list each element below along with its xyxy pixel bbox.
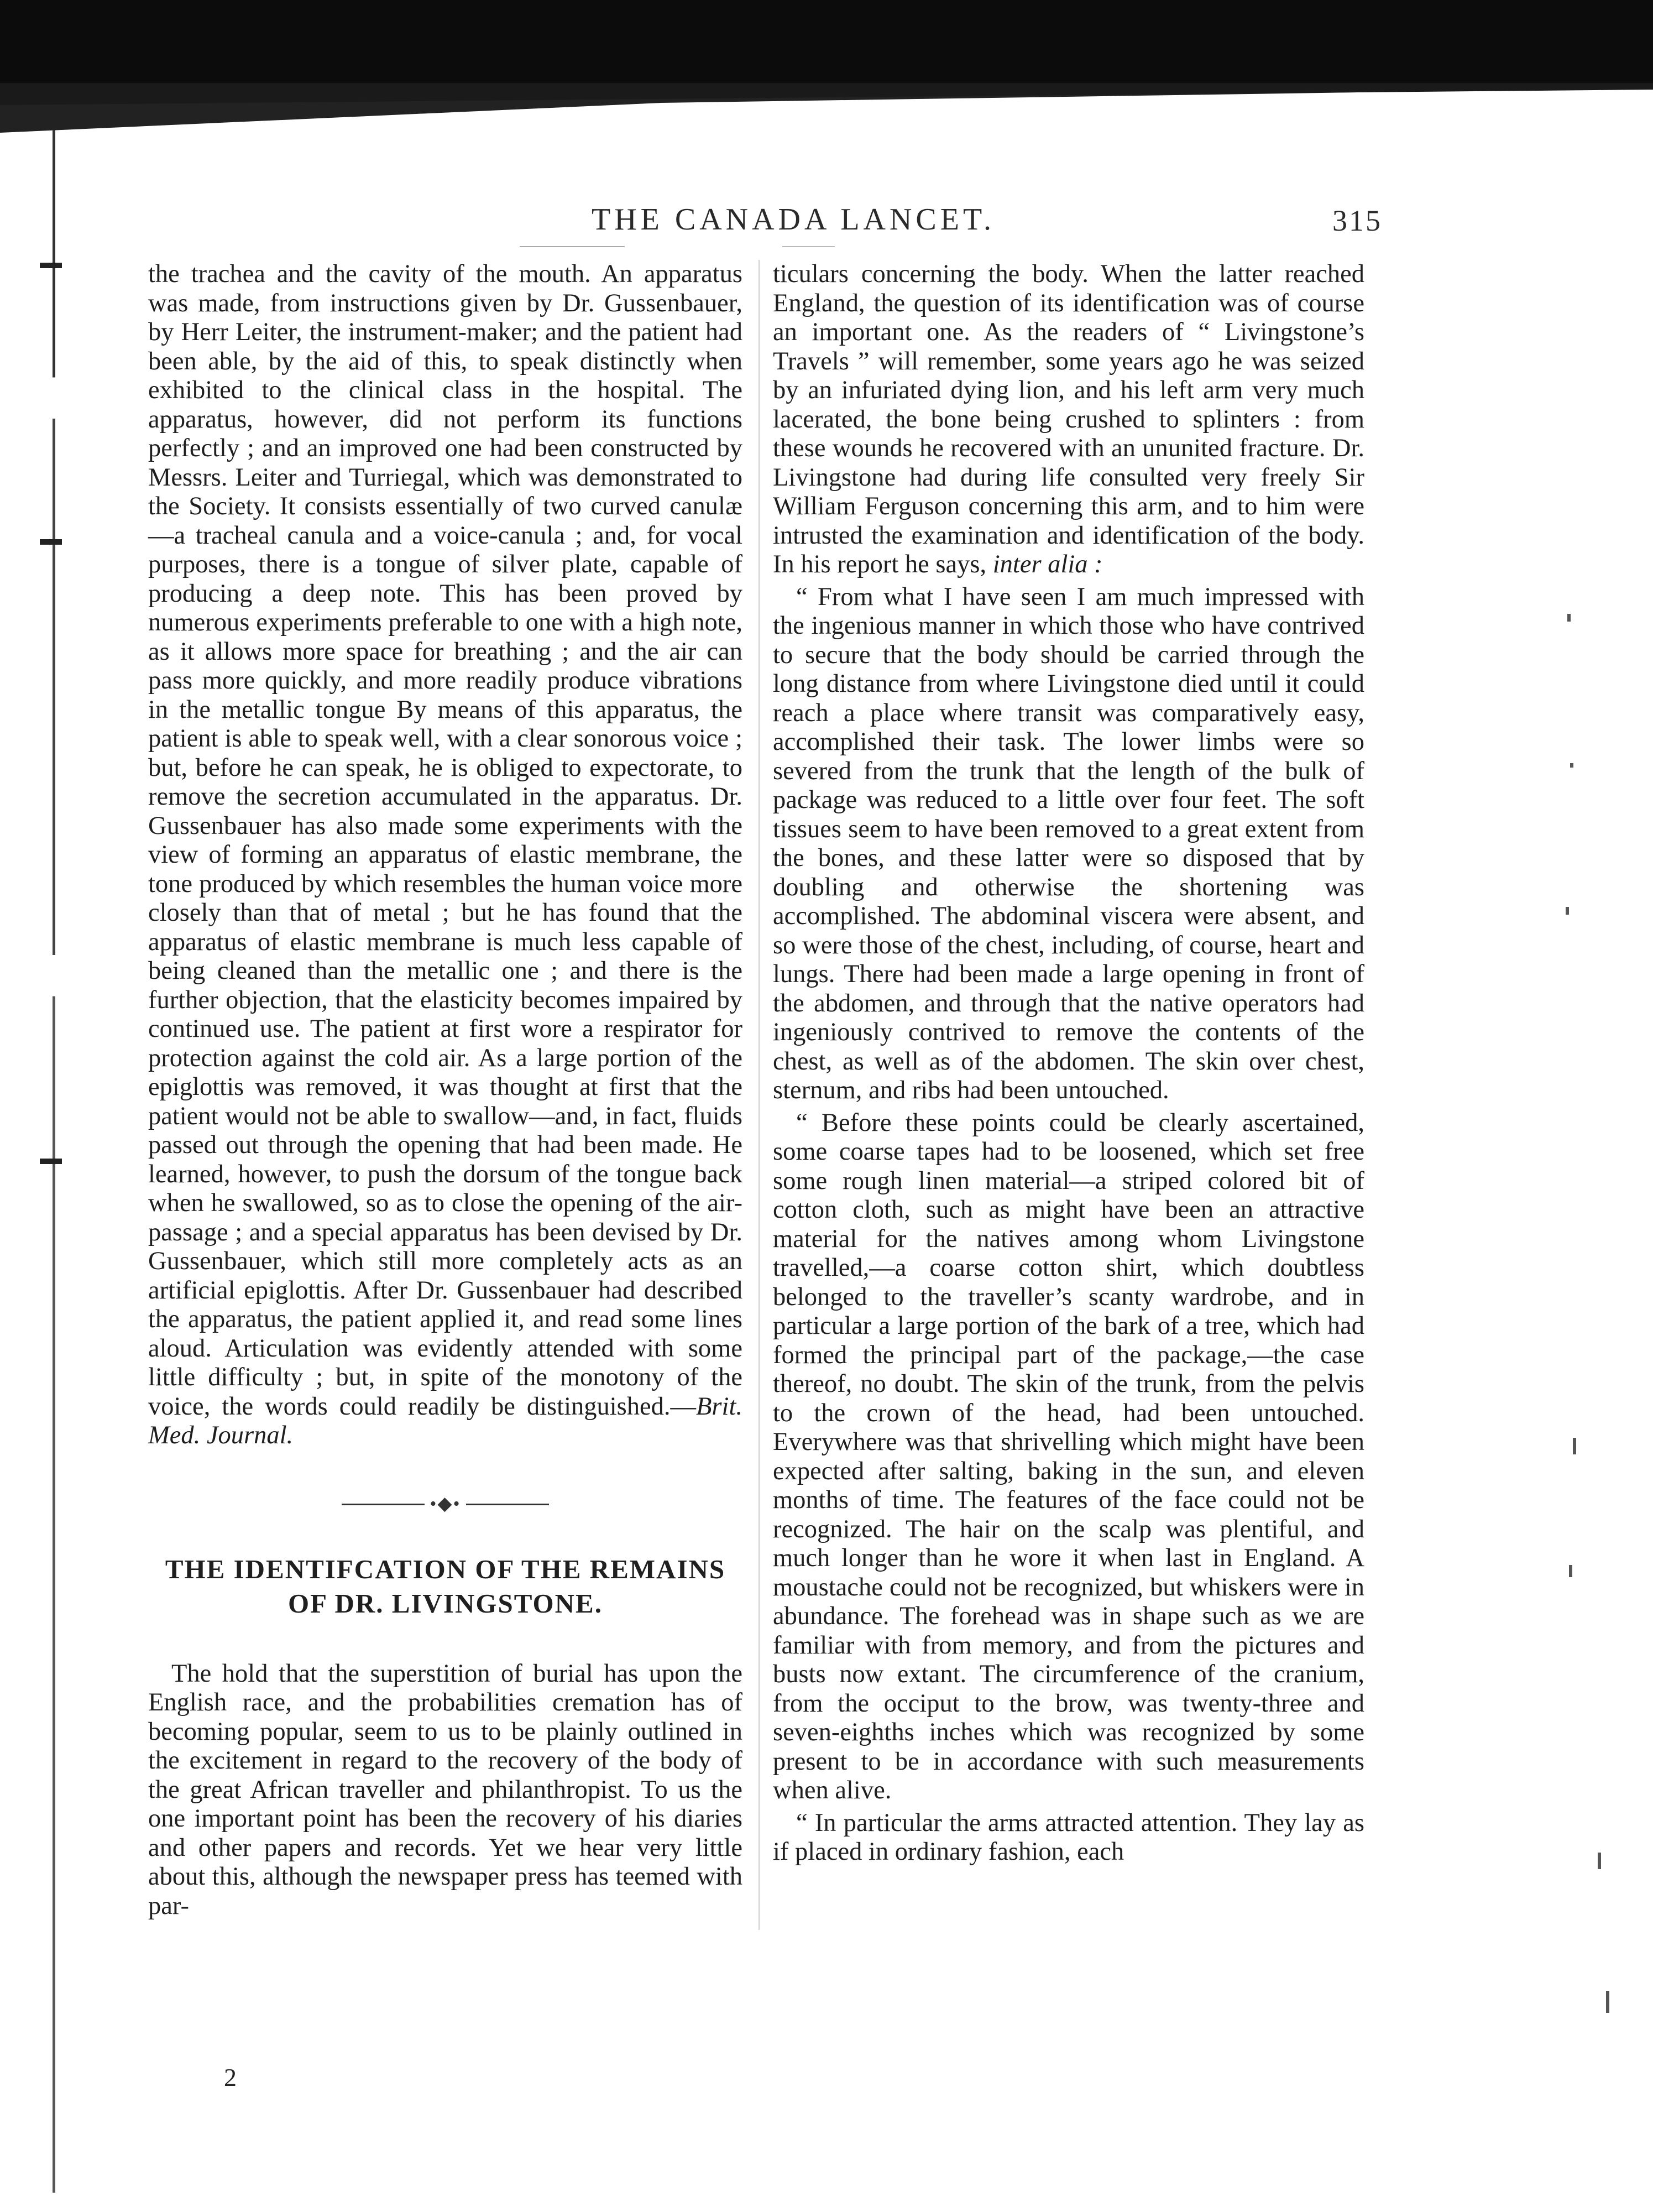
paragraph-text: the trachea and the cavity of the mouth. An apparatus was made, from instructions given by Dr. Gussenbauer, by Herr Leiter, the instrument-maker; and the patient had been able, by the aid of this, to speak distinctly when exhibited to the clinical class in the hospital. The apparatus, however, did not perform its functions perfectly ; and an improved one had been constructed by Messrs. Leiter and Turriegal, which was demonstrated to the Society. It consists essentially of two curved canulæ—a tracheal canula and a voice-canula ; and, for vocal purposes, there is a tongue of silver plate, capable of producing a deep note. This has been proved by numerous experiments preferable to one with a high note, as it allows more space for breathing ; and the air can pass more quickly, and more readily produce vibrations in the metallic tongue By means of this apparatus, the patient is able to speak well, with a clear sonorous voice ; but, before he can speak, he is obliged to expectorate, to remove the secretion accumulated in the apparatus. Dr. Gussenbauer has also made some experiments with the view of forming an apparatus of elastic membrane, the tone produced by which resembles the human voice more closely than that of metal ; but he has found that the apparatus of elastic membrane is much less capable of being cleaned than the metallic one ; and there is the further objection, that the elasticity becomes impaired by continued use. The patient at first wore a respirator for protection against the cold air. As a large portion of the epiglottis was removed, it was thought at first that the patient would not be able to swallow—and, in fact, fluids passed out through the opening that had been made. He learned, however, to push the dorsum of the tongue back when he swallowed, so as to close the opening of the air-passage ; and a special apparatus has been devised by Dr. Gussenbauer, which still more completely acts as an artificial epiglottis. After Dr. Gussenbauer had described the apparatus, the patient applied it, and read some lines aloud. Articulation was evidently attended with some little difficulty ; but, in spite of the monotony of the voice, the words could readily be distinguished.— — [148, 260, 742, 1421]
scan-shadow-band — [0, 0, 1653, 83]
body-paragraph — [148, 260, 742, 1451]
section-ornament — [148, 1489, 742, 1519]
signature-mark: 2 — [224, 2063, 237, 2091]
right-column — [773, 260, 1364, 1867]
article-paragraph: The hold that the superstition of burial has upon the English race, and the probabilities cremation has of becoming popular, seem to us to be plainly outlined in the excitement in regard to the recovery of the body of the great African traveller and philanthropist. To us the one important point has been the recovery of his diaries and other papers and records. Yet we hear very little about this, although the newspaper press has teemed with par- — [148, 1659, 742, 1920]
scan-top-edge — [0, 0, 1653, 137]
ornament-rule — [466, 1504, 549, 1505]
italic-phrase: inter alia : — [992, 550, 1103, 578]
article-title — [148, 1552, 742, 1621]
page-number: 315 — [1332, 204, 1382, 237]
scan-shadow-band — [0, 83, 1653, 105]
article-title-line: THE IDENTIFCATION OF THE REMAINS — [165, 1553, 726, 1584]
margin-mark — [40, 263, 62, 268]
running-head: THE CANADA LANCET. — [592, 202, 996, 237]
ornament-bead: •◆• — [430, 1494, 461, 1515]
quoted-paragraph: “ Before these points could be clearly ascertained, some coarse tapes had to be loosened, which set free some rough linen material—a striped colored bit of cotton cloth, such as might have been an attractive material for the natives among whom Livingstone travelled,—a coarse cotton shirt, which doubtless belonged to the traveller’s scanty wardrobe, and in particular a large portion of the bark of a tree, which had formed the principal part of the package,—the case thereof, no doubt. The skin of the trunk, from the pelvis to the crown of the head, had been untouched. Everywhere was that shrivelling which might have been expected after salting, baking in the sun, and eleven months of time. The features of the face could not be recognized. The hair on the scalp was plentiful, and much longer than he wore it when last in England. A moustache could not be recognized, but whiskers were in abundance. The forehead was in shape such as we are familiar with from memory, and from the pictures and busts now extant. The circumference of the cranium, from the occiput to the brow, was twenty-three and seven-eighths inches which was recognized by some present to be in accordance with such measurements when alive. — [773, 1108, 1364, 1804]
margin-mark — [40, 539, 62, 545]
scan-speck — [1598, 1853, 1601, 1869]
scan-speck — [1573, 1438, 1576, 1454]
ornament-rule — [342, 1504, 425, 1505]
left-column — [148, 260, 742, 1921]
paragraph-text: ticulars concerning the body. When the latter reached England, the question of its identification was of course an important one. As the readers of “ Livingstone’s Travels ” will remember, some years ago he was seized by an infuriated dying lion, and his left arm very much lacerated, the bone being crushed to splinters : from these wounds he recovered with an ununited fracture. Dr. Livingstone had during life consulted very freely Sir William Ferguson concerning this arm, and to him were intrusted the examination and identification of the body. In his report he says, — [773, 260, 1364, 578]
quoted-paragraph: “ From what I have seen I am much impressed with the ingenious manner in which those who have contrived to secure that the body should be carried through the long distance from where Livingstone died until it could reach a place where transit was comparatively easy, accomplished their task. The lower limbs were so severed from the trunk that the length of the bulk of package was reduced to a little over four feet. The soft tissues seem to have been removed to a great extent from the bones, and these latter were so disposed that by doubling and otherwise the shortening was accomplished. The abdominal viscera were absent, and so were those of the chest, including, of course, heart and lungs. There had been made a large opening in front of the abdomen, and through that the native operators had ingeniously contrived to remove the contents of the chest, as well as of the abdomen. The skin over chest, sternum, and ribs had been untouched. — [773, 582, 1364, 1104]
body-paragraph — [773, 260, 1364, 580]
scan-speck — [1566, 907, 1569, 915]
citation: Brit. Med. Journal. — [148, 1392, 742, 1449]
article-title-line: OF DR. LIVINGSTONE. — [288, 1588, 603, 1619]
scan-speck — [1567, 614, 1571, 622]
header-rule — [310, 246, 1360, 247]
scan-speck — [1570, 763, 1573, 768]
scan-speck — [1569, 1565, 1572, 1577]
quoted-paragraph: “ In particular the arms attracted attention. They lay as if placed in ordinary fashion, each — [773, 1808, 1364, 1866]
margin-mark — [40, 1159, 62, 1164]
scan-speck — [1606, 1991, 1609, 2013]
column-divider — [759, 260, 760, 1930]
